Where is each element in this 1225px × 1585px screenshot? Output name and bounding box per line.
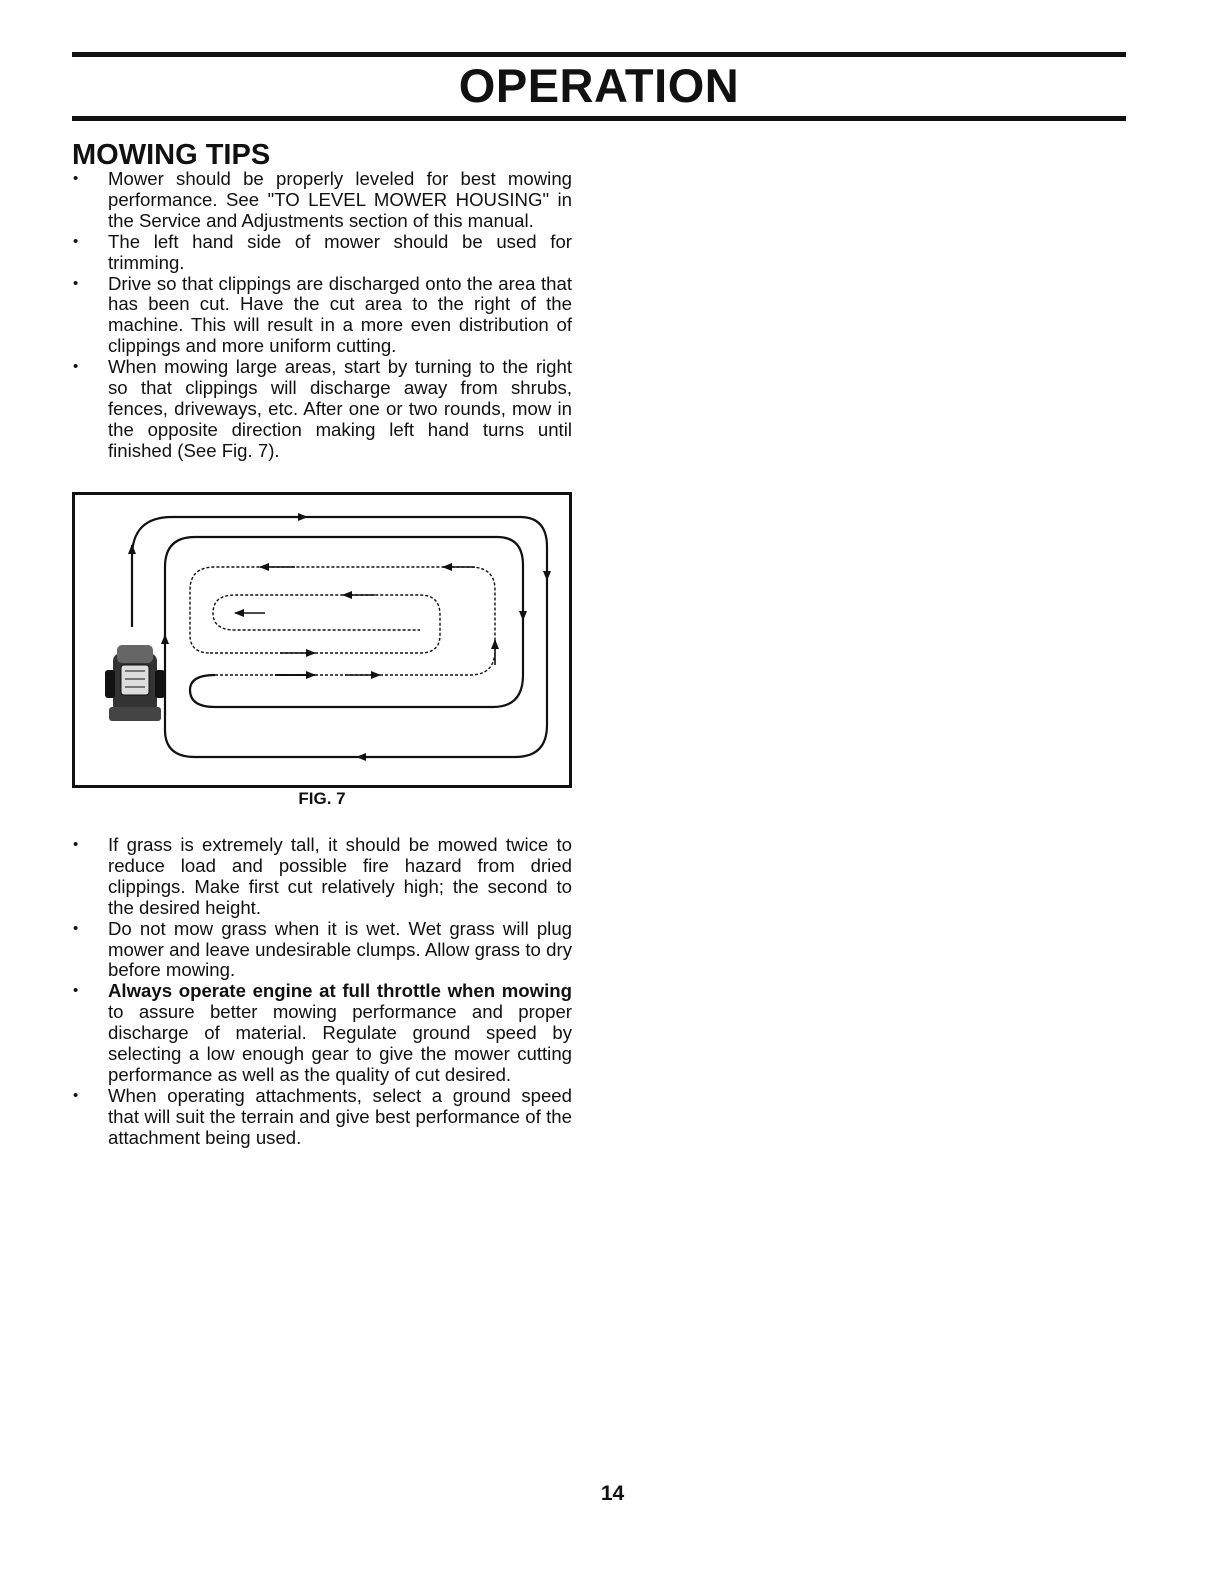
tip-text: • The left hand side of mower should be used for trimming. <box>108 230 572 273</box>
mowing-pattern-figure <box>72 492 572 788</box>
riding-mower-icon <box>105 645 165 721</box>
figure-caption: FIG. 7 <box>298 789 346 808</box>
path-inner-loop-2 <box>210 595 440 653</box>
tips-list-top <box>72 169 572 462</box>
header-rule-bottom <box>72 116 1126 121</box>
path-second-loop <box>165 537 523 730</box>
path-outer-loop <box>132 517 547 757</box>
list-item <box>72 919 572 982</box>
list-item <box>72 232 572 274</box>
list-item <box>72 1086 572 1149</box>
list-item <box>72 981 572 1086</box>
page-title: OPERATION <box>458 59 740 112</box>
tip-text-rest: to assure better mowing performance and proper discharge of material. Regulate ground speed by selecting a low enough gear to give the mower cutting performance as well as the quality of cut desired. <box>108 1001 572 1085</box>
tip-text: • Do not mow grass when it is wet. Wet grass will plug mower and leave undesirable clumps. Allow grass to dry before mowing. <box>108 917 572 981</box>
path-inner-loop-1 <box>190 567 495 675</box>
tip-text: • If grass is extremely tall, it should be mowed twice to reduce load and possible fire hazard from dried clippings. Make first cut relatively high; the second to the desired height. <box>108 834 572 918</box>
list-item <box>72 357 572 462</box>
tips-list-bottom <box>72 835 572 1149</box>
tip-emphasis: Always operate engine at full throttle when mowing <box>108 980 572 1002</box>
page-number: 14 <box>600 1482 625 1505</box>
list-item <box>72 835 572 919</box>
tip-text: • Mower should be properly leveled for best mowing performance. See "TO LEVEL MOWER HOUSING" in the Service and Adjustments section of this manual. <box>108 168 572 231</box>
tip-text <box>108 981 572 1086</box>
mowing-pattern-diagram <box>75 495 569 785</box>
list-item <box>72 274 572 358</box>
section-title: MOWING TIPS <box>72 139 271 171</box>
list-item <box>72 169 572 232</box>
tip-text: • When operating attachments, select a ground speed that will suit the terrain and give best performance of the attachment being used. <box>108 1084 572 1148</box>
tip-text: • Drive so that clippings are discharged onto the area that has been cut. Have the cut area to the right of the machine. This will result in a more even distribution of clippings and more uniform cutting. <box>108 272 572 357</box>
tip-text: • When mowing large areas, start by turning to the right so that clippings will discharge away from shrubs, fences, driveways, etc. After one or two rounds, mow in the opposite direction making left hand turns until finished (See Fig. 7). <box>108 356 572 461</box>
